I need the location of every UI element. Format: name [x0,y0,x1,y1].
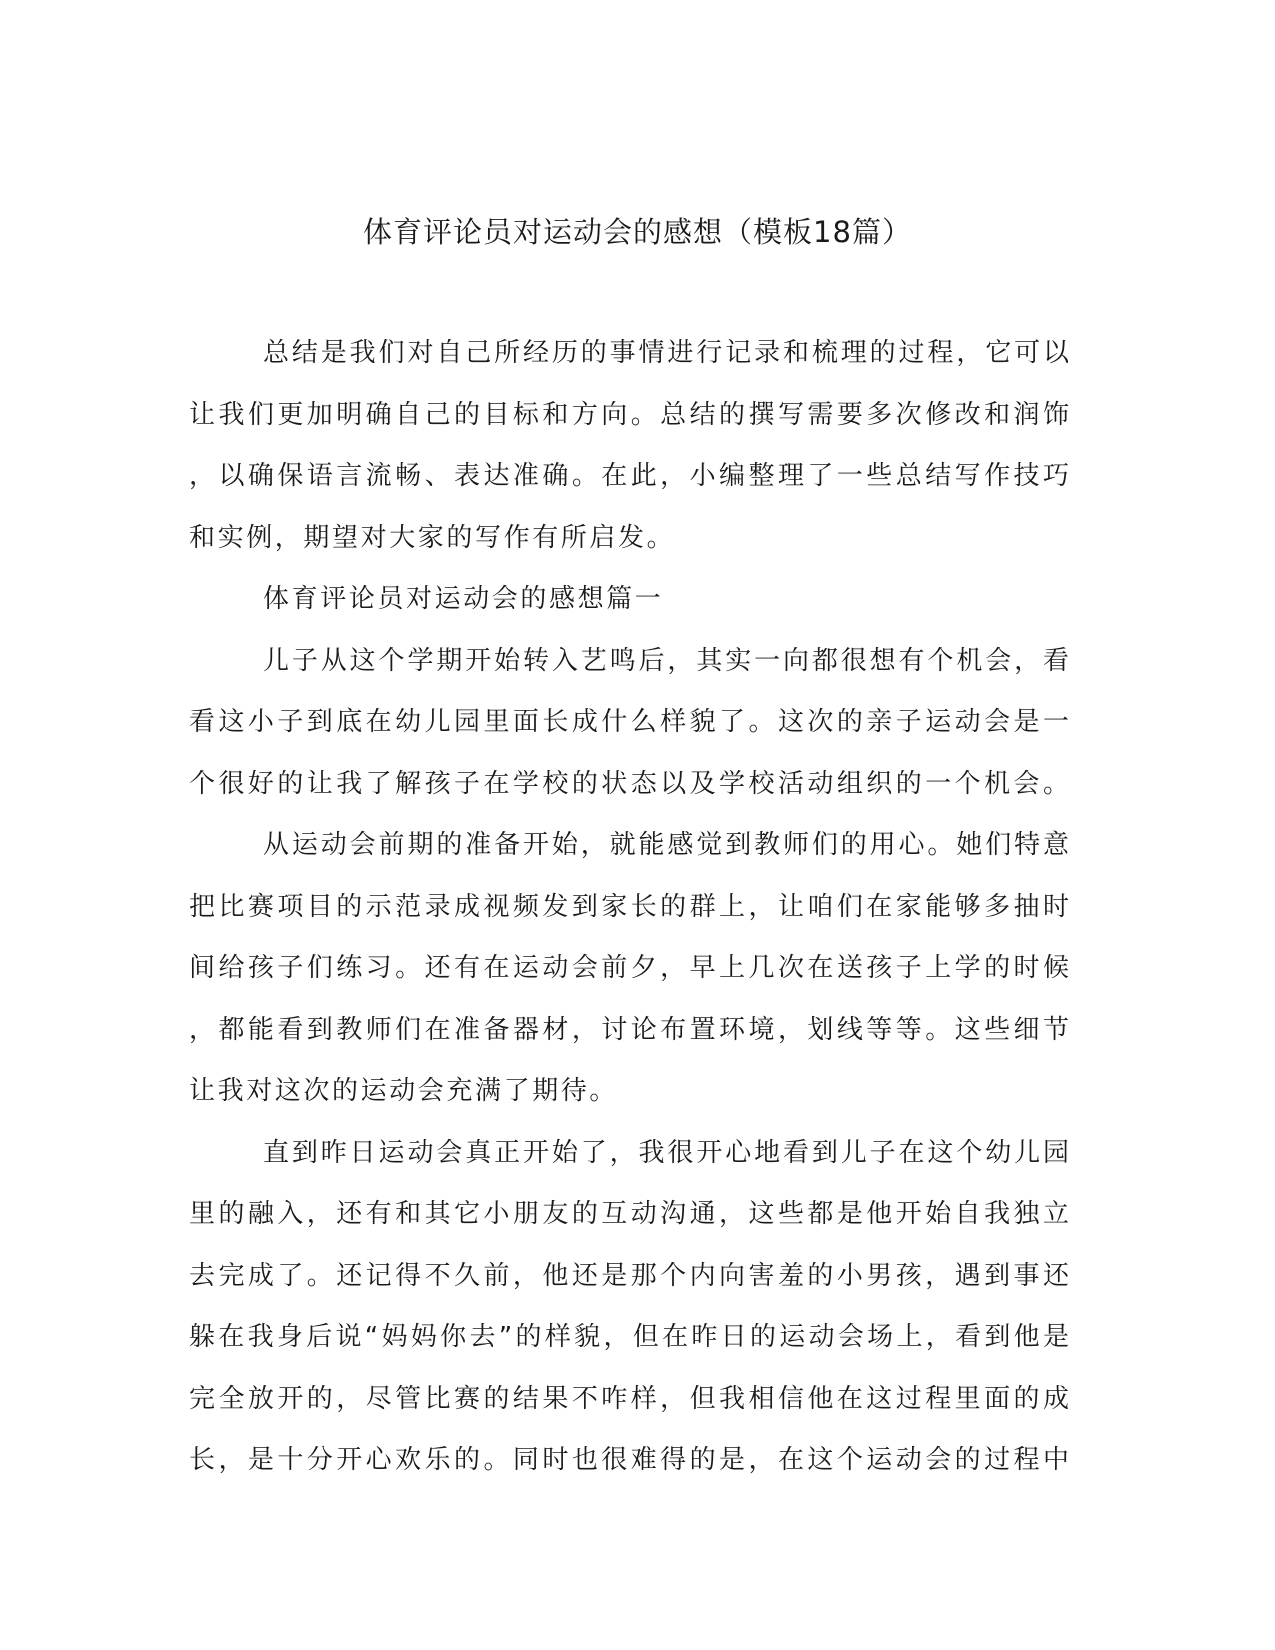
paragraph-line: 让我们更加明确自己的目标和方向。总结的撰写需要多次修改和润饰 [189,399,1069,430]
document-body [189,323,1069,1492]
document-title: 体育评论员对运动会的感想（模板18篇） [363,215,912,249]
paragraph-line: 把比赛项目的示范录成视频发到家长的群上，让咱们在家能够多抽时 [189,891,1069,922]
paragraph-line: 完全放开的，尽管比赛的结果不咋样，但我相信他在这过程里面的成 [189,1383,1069,1414]
paragraph-line: 从运动会前期的准备开始，就能感觉到教师们的用心。她们特意 [263,830,1069,860]
paragraph-line: 看这小子到底在幼儿园里面长成什么样貌了。这次的亲子运动会是一 [189,707,1069,737]
paragraph-line: 直到昨日运动会真正开始了，我很开心地看到儿子在这个幼儿园 [263,1137,1069,1168]
paragraph-line: 儿子从这个学期开始转入艺鸣后，其实一向都很想有个机会，看 [263,645,1069,676]
paragraph-line: 去完成了。还记得不久前，他还是那个内向害羞的小男孩，遇到事还 [189,1260,1069,1291]
section-heading: 体育评论员对运动会的感想篇一 [263,584,664,614]
paragraph-line: 个很好的让我了解孩子在学校的状态以及学校活动组织的一个机会。 [189,768,1069,799]
paragraph-line: ，都能看到教师们在准备器材，讨论布置环境，划线等等。这些细节 [189,1014,1069,1045]
paragraph-line: 让我对这次的运动会充满了期待。 [189,1076,619,1106]
paragraph-line: 长，是十分开心欢乐的。同时也很难得的是，在这个运动会的过程中 [189,1445,1069,1475]
paragraph-line: 间给孩子们练习。还有在运动会前夕，早上几次在送孩子上学的时候 [189,953,1069,983]
paragraph-line: 躲在我身后说“妈妈你去”的样貌，但在昨日的运动会场上，看到他是 [189,1322,1069,1352]
paragraph-line: 和实例，期望对大家的写作有所启发。 [189,522,676,553]
paragraph-line: 总结是我们对自己所经历的事情进行记录和梳理的过程，它可以 [263,338,1069,368]
paragraph-line: 里的融入，还有和其它小朋友的互动沟通，这些都是他开始自我独立 [189,1199,1069,1229]
paragraph-line: ，以确保语言流畅、表达准确。在此，小编整理了一些总结写作技巧 [189,461,1069,491]
